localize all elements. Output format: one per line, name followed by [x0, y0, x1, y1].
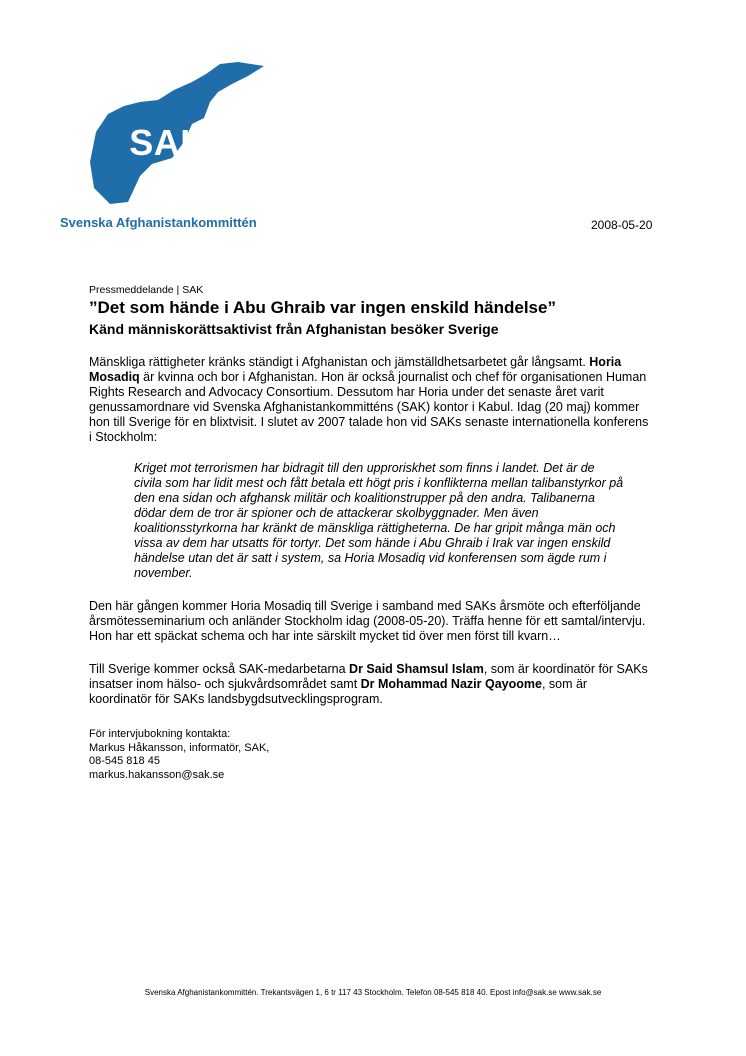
staff-name-1: Dr Said Shamsul Islam: [349, 662, 484, 676]
headline: ”Det som hände i Abu Ghraib var ingen enskild händelse”: [89, 298, 556, 317]
contact-phone: 08-545 818 45: [89, 755, 160, 767]
intro-paragraph: [89, 355, 649, 445]
kicker: Pressmeddelande | SAK: [89, 284, 204, 296]
visit-paragraph: Den här gången kommer Horia Mosadiq till Sverige i samband med SAKs årsmöte och efterföljande årsmötesseminarium och anländer Stockholm idag (2008-05-20). Träffa henne för ett samtal/intervju. Hon har ett späckat schema och har inte särskilt mycket tid över men först till kvarn…: [89, 599, 646, 643]
subheadline: Känd människorättsaktivist från Afghanistan besöker Sverige: [89, 321, 499, 337]
staff-text-1: Till Sverige kommer också SAK-medarbetarna: [89, 662, 350, 676]
sak-logo: [60, 62, 290, 234]
staff-paragraph: [89, 662, 649, 707]
contact-email: markus.hakansson@sak.se: [89, 768, 225, 781]
press-date: 2008-05-20: [591, 218, 653, 232]
intro-text-2: är kvinna och bor i Afghanistan. Hon är också journalist och chef för organisationen Human Rights Research and Advocacy Consortium. Dessutom har Horia under det senaste året varit genussamordnare vid Svenska Afghanistankommitténs (SAK) kontor i Kabul. Idag (20 maj) kommer hon till Sverige för en blixtvisit. I slutet av 2007 talade hon vid SAKs senaste internationella konferens i Stockholm:: [89, 370, 649, 444]
intro-text-1: Mänskliga rättigheter kränks ständigt i Afghanistan och jämställdhetsarbetet går långsamt.: [89, 355, 590, 369]
contact-person: Markus Håkansson, informatör, SAK,: [89, 741, 270, 754]
logo-mark: SAK: [129, 122, 207, 163]
staff-text-2: , som är koordinatör för SAKs insatser inom hälso- och sjukvårdsområdet samt: [89, 662, 648, 691]
press-release-body: [89, 284, 649, 782]
contact-intro: För intervjubokning kontakta:: [89, 728, 231, 740]
contact-block: [89, 728, 649, 782]
staff-text-3: , som är koordinatör för SAKs landsbygdsutvecklingsprogram.: [89, 677, 588, 706]
person-name: Horia Mosadiq: [89, 355, 622, 384]
organization-name: Svenska Afghanistankommittén: [60, 215, 257, 230]
staff-name-2: Dr Mohammad Nazir Qayoome: [360, 677, 542, 691]
footer-address: Svenska Afghanistankommittén. Trekantsvägen 1, 6 tr 117 43 Stockholm. Telefon 08-545 818 40. Epost info@sak.se www.sak.se: [144, 988, 602, 997]
quote-block: Kriget mot terrorismen har bidragit till den upproriskhet som finns i landet. Det är de civila som har lidit mest och fått betala ett högt pris i konflikterna mellan talibanstyrkor på den ena sidan och afghansk militär och koalitionstrupper på den andra. Talibanerna dödar dem de tror är spioner och de attackerar skolbyggnader. Men även koalitionsstyrkorna har kränkt de mänskliga rättigheterna. De har gripit många män och vissa av dem har utsatts för tortyr. Det som hände i Abu Ghraib i Irak var ingen enskild händelse utan det är satt i system, sa Horia Mosadiq vid konferensen som ägde rum i november.: [134, 461, 624, 580]
